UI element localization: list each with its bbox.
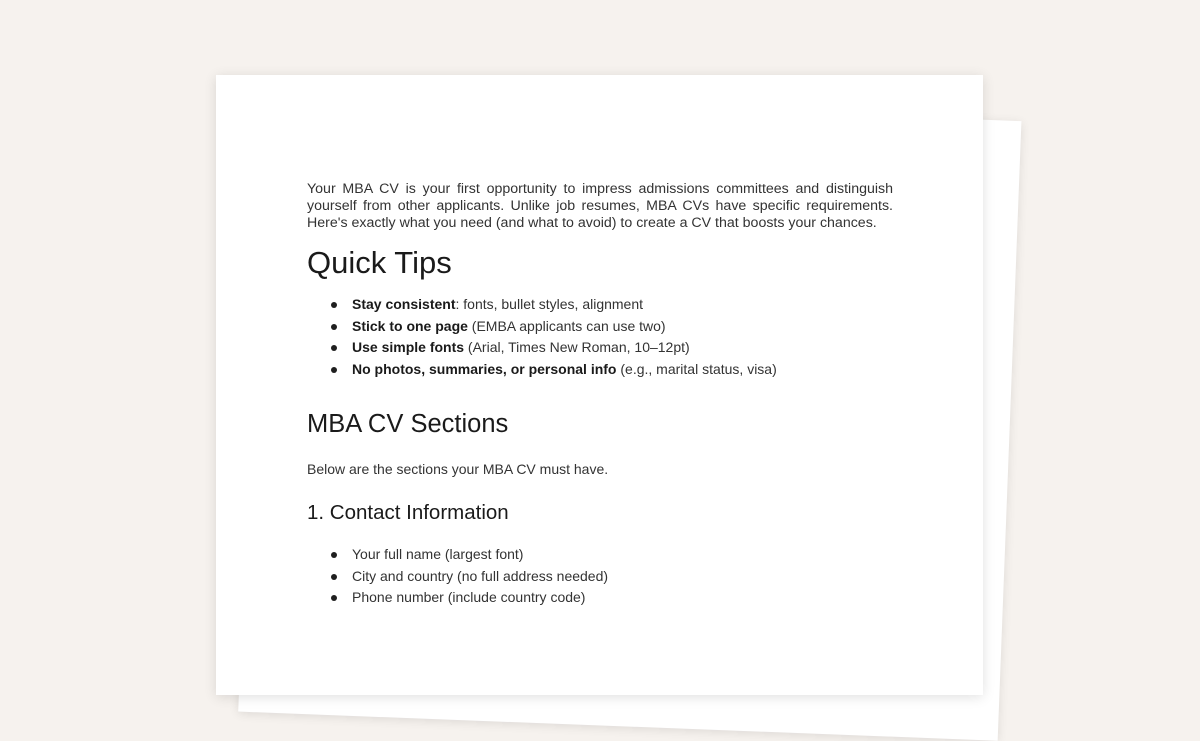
bullet-icon [331, 345, 337, 351]
tip-text: (EMBA applicants can use two) [467, 317, 666, 334]
tip-item [307, 337, 893, 359]
tip-text: (e.g., marital status, visa) [616, 360, 777, 377]
bullet-icon [331, 574, 337, 580]
tip-bold-text: Stick to one page [352, 317, 468, 334]
cv-sections-heading: MBA CV Sections [307, 410, 509, 438]
quick-tips-heading: Quick Tips [307, 245, 452, 280]
tip-text: (Arial, Times New Roman, 10–12pt) [464, 339, 690, 355]
tip-item [307, 294, 893, 316]
bullet-icon [331, 552, 337, 558]
contact-item [307, 566, 893, 588]
tip-bold-text: No photos, summaries, or personal info [352, 360, 617, 377]
contact-info-heading: 1. Contact Information [307, 501, 509, 524]
document-body [307, 181, 893, 609]
front-paper-sheet [216, 75, 983, 695]
bullet-icon [331, 595, 337, 601]
bullet-icon [331, 302, 337, 308]
contact-item-text: City and country (no full address needed) [352, 567, 609, 584]
bullet-icon [331, 367, 337, 373]
contact-item-text: Phone number (include country code) [352, 589, 586, 605]
contact-item-text: Your full name (largest font) [352, 546, 524, 562]
contact-item [307, 587, 893, 609]
sections-intro-text: Below are the sections your MBA CV must have. [307, 461, 609, 477]
contact-item [307, 544, 893, 566]
quick-tips-list [307, 294, 893, 380]
tip-item [307, 359, 893, 381]
intro-paragraph: Your MBA CV is your first opportunity to impress admissions committees and distinguish yourself from other applicants. Unlike job resumes, MBA CVs have specific requirements. Here's exactly what you need (and what to avoid) to create a CV that boosts your chances. [307, 181, 893, 231]
tip-bold-text: Stay consistent [352, 296, 456, 312]
tip-bold-text: Use simple fonts [352, 339, 465, 355]
tip-text: : fonts, bullet styles, alignment [455, 296, 644, 312]
contact-info-list [307, 544, 893, 609]
tip-item [307, 316, 893, 338]
bullet-icon [331, 324, 337, 330]
